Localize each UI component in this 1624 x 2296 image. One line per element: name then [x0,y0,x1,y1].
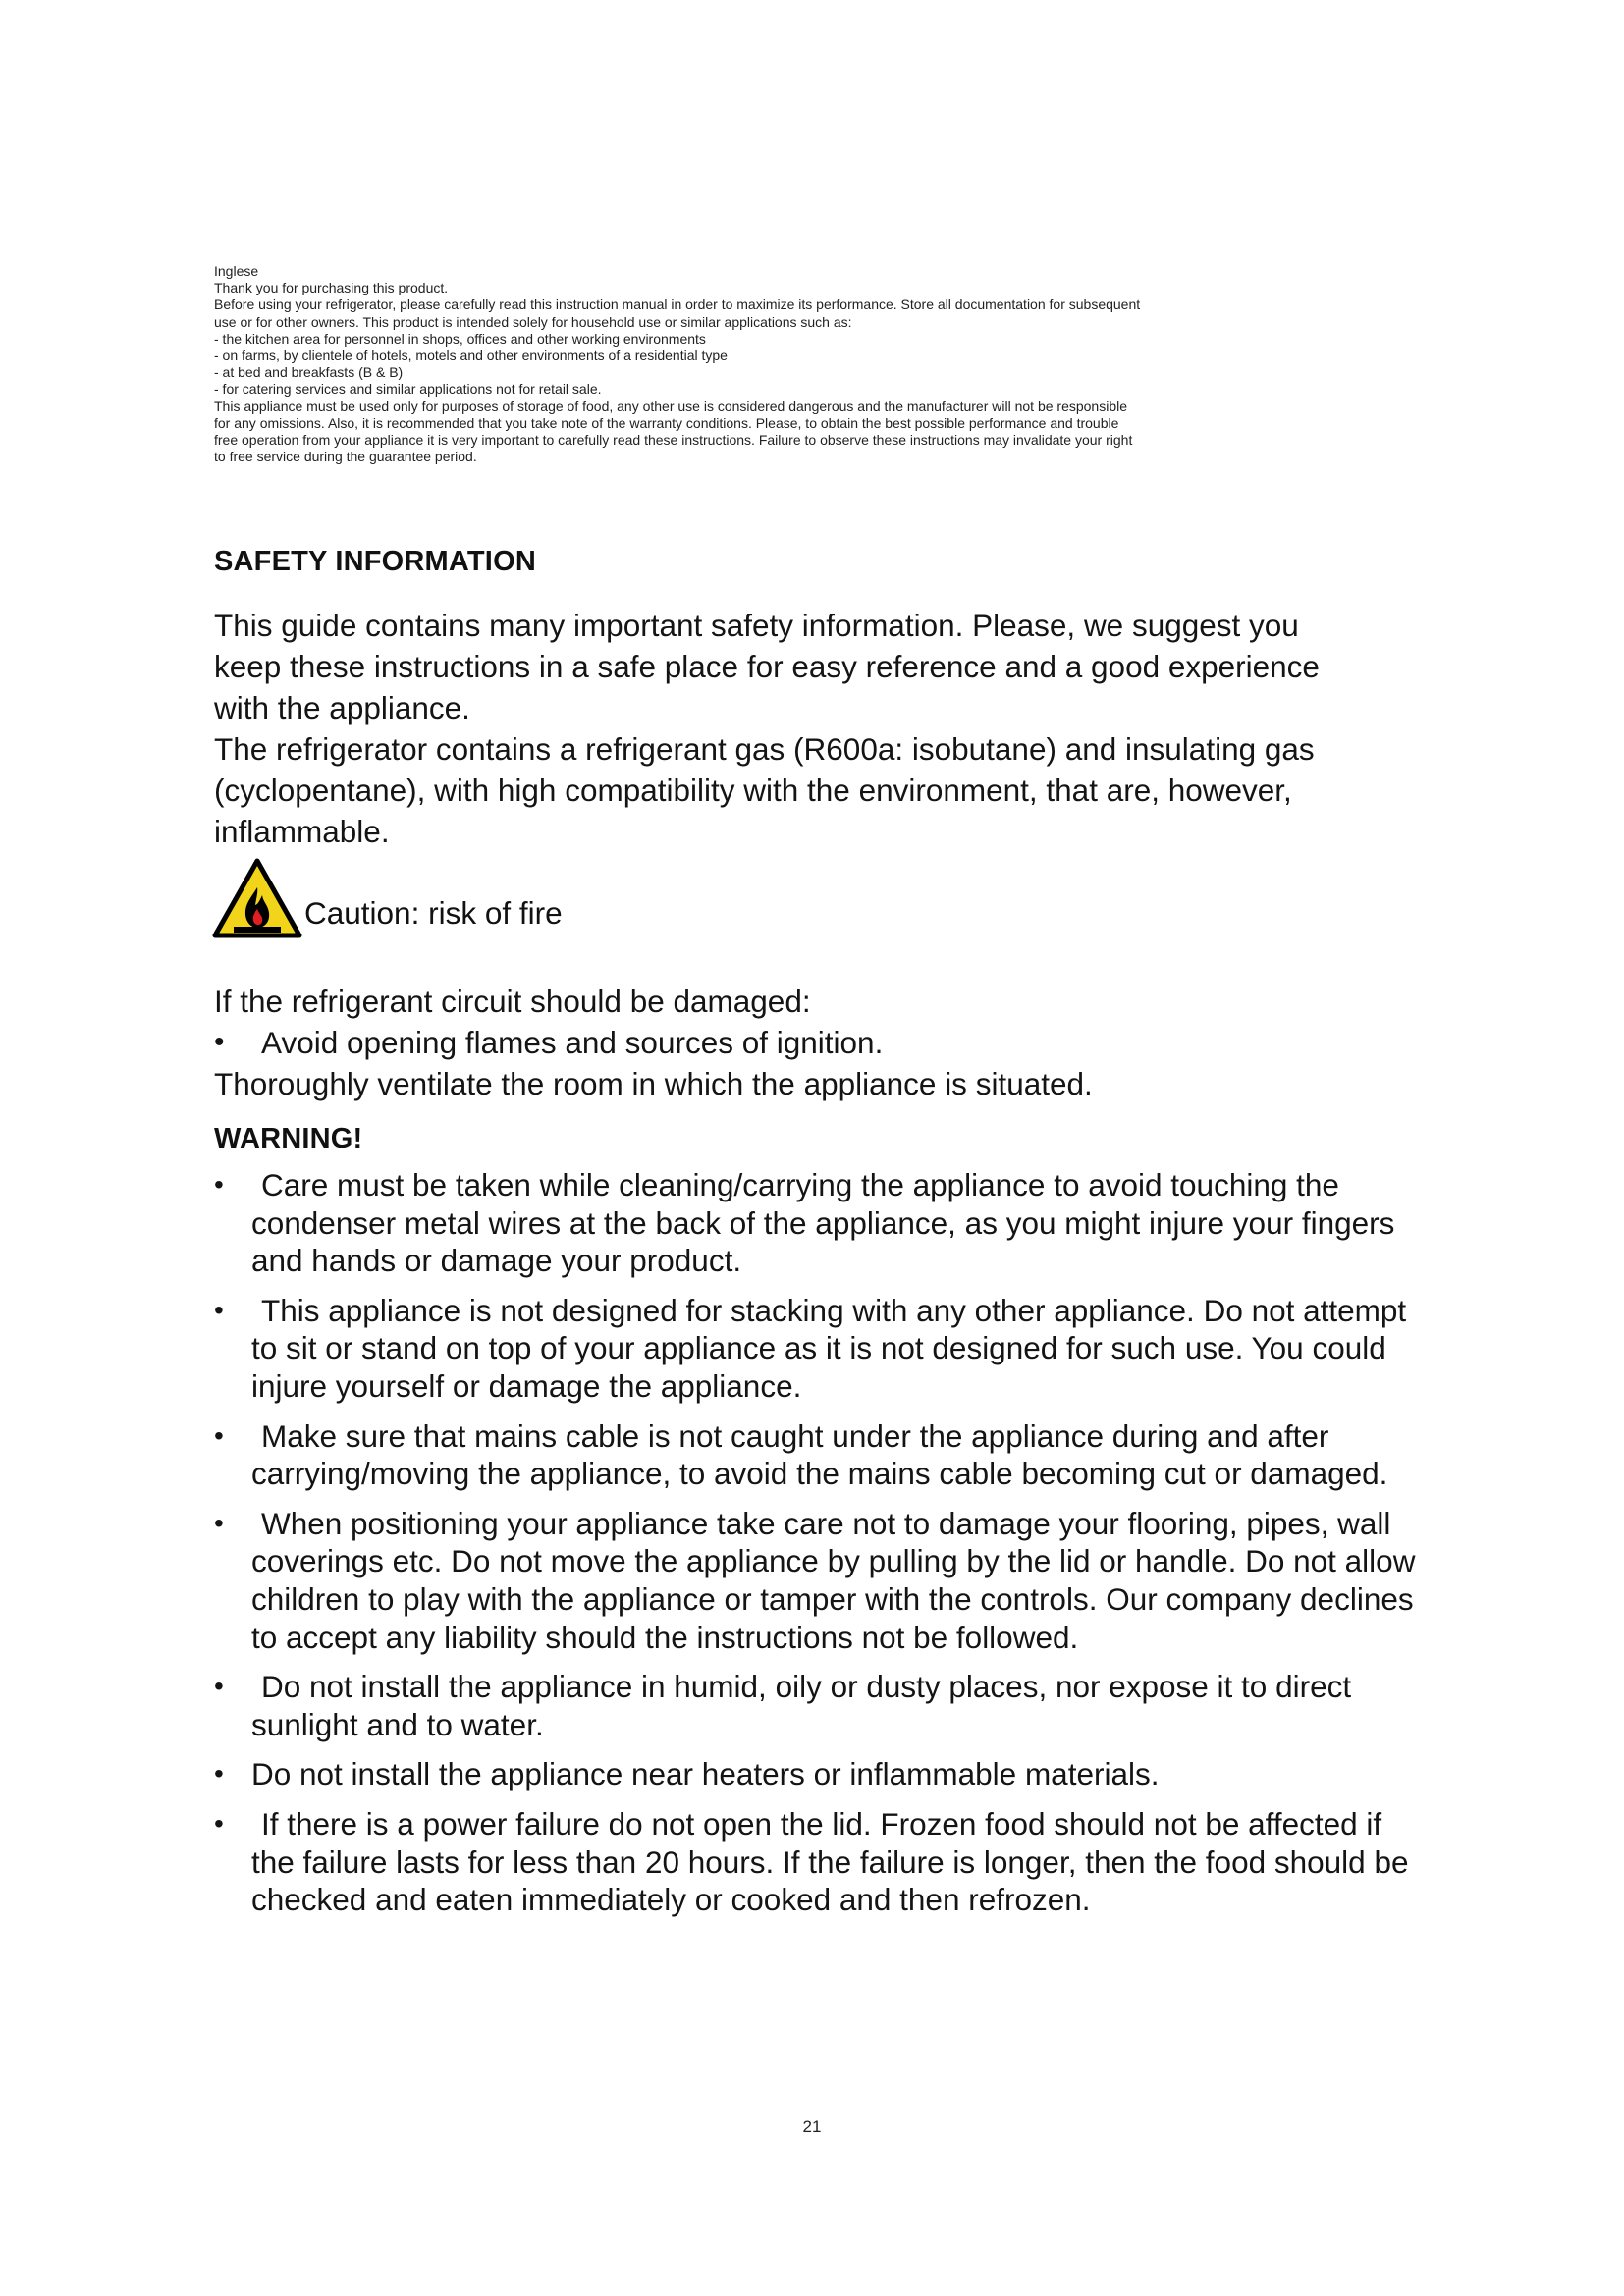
warning-heading: WARNING! [214,1123,363,1154]
list-item [214,1292,1432,1406]
bullet-icon: • [214,1507,224,1538]
use-item: - on farms, by clientele of hotels, motels and other environments of a residential type [214,347,728,364]
use-item: - the kitchen area for personnel in shops, offices and other working environments [214,330,706,347]
intro-para2-line: to free service during the guarantee period. [214,449,477,465]
safety-para1-line: keep these instructions in a safe place for easy reference and a good experience [214,649,1320,684]
list-item [214,1668,1432,1743]
list-item-text: If there is a power failure do not open the lid. Frozen food should not be affected if the failure lasts for less than 20 hours. If the failure is longer, then the food should be checked and eaten immediately or cooked and then refrozen. [251,1805,1409,1918]
list-item-text: Avoid opening flames and sources of ignition. [261,1025,884,1060]
list-item [214,1417,1432,1493]
damaged-intro: If the refrigerant circuit should be damaged: [214,984,811,1019]
bullet-icon: • [214,1419,224,1451]
safety-para1-line: with the appliance. [214,690,470,725]
caution-row [212,850,563,938]
safety-heading: SAFETY INFORMATION [214,546,536,577]
page-number: 21 [802,2117,822,2136]
thanks-line: Thank you for purchasing this product. [214,280,449,296]
bullet-icon: • [214,1169,224,1200]
safety-paragraphs [214,605,1432,852]
list-item-text: This appliance is not designed for stacking with any other appliance. Do not attempt to sit or stand on top of your appliance as it is not designed for such use. You could injure yourself or damage the appliance. [251,1292,1407,1404]
intro-para1-line1: Before using your refrigerator, please carefully read this instruction manual in order to maximize its performance. Store all documentation for subsequent [214,296,1141,313]
bullet-icon: • [214,1807,224,1839]
caution-text: Caution: risk of fire [304,895,563,931]
safety-para2-line: (cyclopentane), with high compatibility with the environment, that are, however, [214,773,1292,808]
safety-para2-line: The refrigerator contains a refrigerant gas (R600a: isobutane) and insulating gas [214,731,1315,767]
bullet-icon: • [214,1026,225,1058]
intro-para2-line: This appliance must be used only for purposes of storage of food, any other use is considered dangerous and the manufacturer will not be responsible [214,398,1128,414]
list-item-text: Do not install the appliance in humid, oily or dusty places, nor expose it to direct sunlight and to water. [251,1669,1352,1742]
intro-para1-line2: use or for other owners. This product is intended solely for household use or similar applications such as: [214,313,852,330]
use-item: - for catering services and similar applications not for retail sale. [214,381,602,398]
list-item [214,1755,1432,1793]
list-item-text: Care must be taken while cleaning/carrying the appliance to avoid touching the condenser metal wires at the back of the appliance, as you might injure your fingers and hands or damage your product. [251,1167,1395,1279]
list-item-text: Do not install the appliance near heaters or inflammable materials. [251,1756,1160,1792]
safety-para2-line: inflammable. [214,814,390,849]
list-item [214,1805,1432,1919]
bullet-icon: • [214,1758,224,1789]
list-item [214,1505,1432,1656]
damaged-instructions [214,981,1432,1104]
list-item-text: Make sure that mains cable is not caught under the appliance during and after carrying/moving the appliance, to avoid the mains cable becoming cut or damaged. [251,1417,1388,1492]
bullet-icon: • [214,1294,224,1325]
intro-para2-line: for any omissions. Also, it is recommended that you take note of the warranty conditions. Please, to obtain the best possible performance and trouble [214,414,1119,431]
list-item [214,1166,1432,1280]
safety-para1-line: This guide contains many important safety information. Please, we suggest you [214,608,1299,643]
ventilate-line: Thoroughly ventilate the room in which the appliance is situated. [214,1066,1093,1101]
warning-list [214,1166,1432,1931]
intro-para2-line: free operation from your appliance it is very important to carefully read these instructions. Failure to observe these instructions may invalidate your right [214,432,1133,449]
language-label: Inglese [214,263,259,279]
bullet-icon: • [214,1671,224,1702]
fire-warning-icon [212,858,302,938]
intro-block [214,263,1422,465]
list-item [214,1022,1432,1063]
use-item: - at bed and breakfasts (B & B) [214,364,404,381]
list-item-text: When positioning your appliance take care not to damage your flooring, pipes, wall coverings etc. Do not move the appliance by pulling by the lid or handle. Do not allow children to play with the appliance or tamper with the controls. Our company declines to accept any liability should the instructions not be followed. [251,1505,1416,1655]
